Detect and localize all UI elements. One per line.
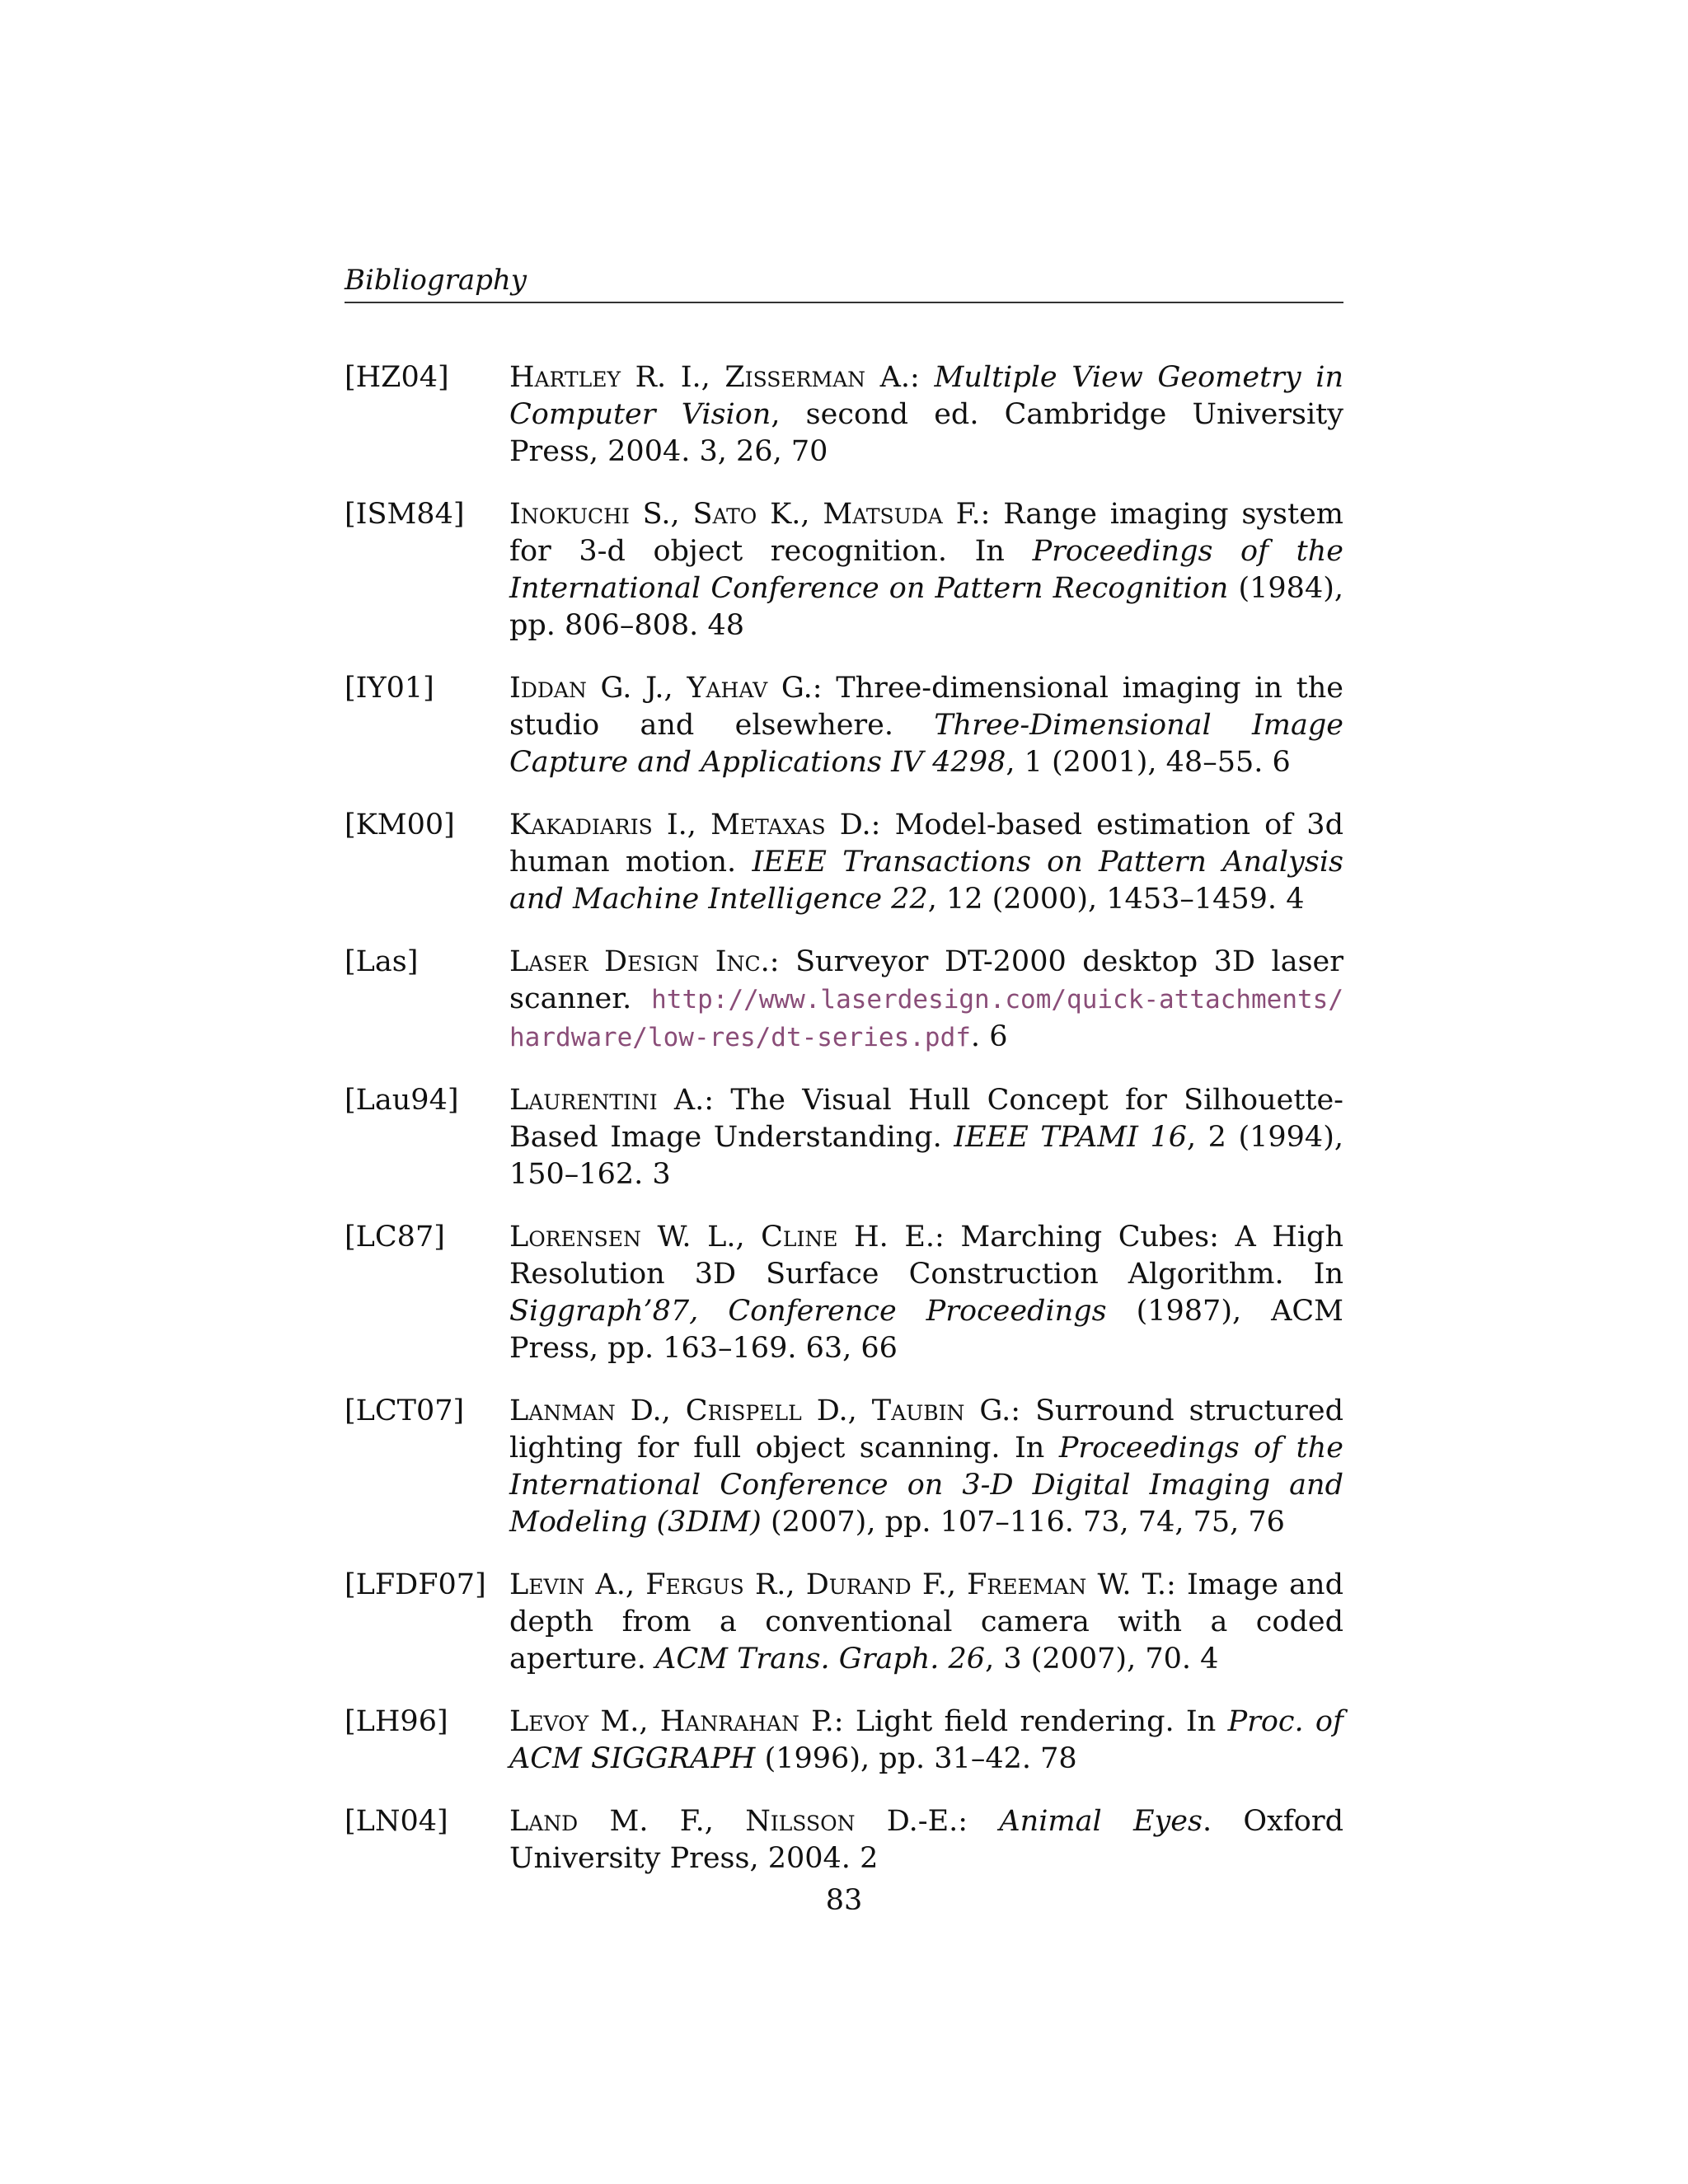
reference-url-link[interactable]: http://www.laserdesign.com/quick-attachments/hardware/low-res/dt-series.pdf bbox=[509, 985, 1343, 1052]
citation-key: [KM00] bbox=[345, 808, 455, 841]
book-title: Multiple View Geometry in Computer Vision bbox=[509, 361, 1343, 431]
venue: Proc. of ACM SIGGRAPH bbox=[509, 1705, 1343, 1775]
authors: Lorensen W. L., Cline H. E.: bbox=[509, 1221, 945, 1254]
article-title: Model-based estimation of 3d human motion. bbox=[509, 808, 1343, 879]
cited-pages[interactable]: 4 bbox=[1286, 883, 1305, 916]
reference-text bbox=[509, 1393, 1343, 1541]
citation-key: [HZ04] bbox=[345, 361, 449, 394]
authors: Kakadiaris I., Metaxas D.: bbox=[509, 808, 881, 841]
publication-details: , 2 (1994), 150–162. bbox=[509, 1121, 1343, 1191]
article-title: Surround structured lighting for full object scanning. In bbox=[509, 1394, 1343, 1465]
reference-entry-ism84 bbox=[345, 496, 1343, 644]
authors: Iddan G. J., Yahav G.: bbox=[509, 672, 823, 705]
reference-entry-hz04 bbox=[345, 359, 1343, 471]
reference-entry-las bbox=[345, 944, 1343, 1057]
venue: ACM Trans. Graph. 26 bbox=[655, 1643, 986, 1675]
reference-text bbox=[509, 1082, 1343, 1193]
reference-text bbox=[509, 496, 1343, 644]
article-title: The Visual Hull Concept for Silhouette-Based Image Understanding. bbox=[509, 1084, 1343, 1154]
publication-details: , 12 (2000), 1453–1459. bbox=[927, 883, 1278, 916]
reference-list bbox=[345, 359, 1343, 1877]
cited-pages[interactable]: 73, 74, 75, 76 bbox=[1083, 1506, 1285, 1539]
cited-pages[interactable]: 4 bbox=[1200, 1643, 1219, 1675]
citation-key: [LH96] bbox=[345, 1705, 448, 1738]
reference-text bbox=[509, 1567, 1343, 1678]
authors: Hartley R. I., Zisserman A.: bbox=[509, 361, 920, 394]
citation-key: [LC87] bbox=[345, 1221, 445, 1254]
article-title: Three-dimensional imaging in the studio and elsewhere. bbox=[509, 672, 1343, 742]
cited-pages[interactable]: 63, 66 bbox=[805, 1332, 898, 1365]
article-title: Image and depth from a conventional camera with a coded aperture. bbox=[509, 1568, 1343, 1675]
article-title: Surveyor DT-2000 desktop 3D laser scanner. bbox=[509, 945, 1344, 1015]
citation-key: [IY01] bbox=[345, 672, 434, 705]
authors: Lanman D., Crispell D., Taubin G.: bbox=[509, 1394, 1021, 1427]
cited-pages[interactable]: 6 bbox=[989, 1020, 1008, 1053]
reference-text bbox=[509, 359, 1343, 471]
citation-key: [LN04] bbox=[345, 1805, 448, 1838]
citation-key: [LFDF07] bbox=[345, 1568, 486, 1601]
authors: Laser Design Inc.: bbox=[509, 945, 780, 978]
page-content bbox=[345, 262, 1343, 1903]
authors: Levoy M., Hanrahan P.: bbox=[509, 1705, 844, 1738]
citation-key: [Las] bbox=[345, 945, 419, 978]
cited-pages[interactable]: 78 bbox=[1040, 1742, 1077, 1775]
cited-pages[interactable]: 6 bbox=[1272, 746, 1291, 779]
publication-details: (1984), pp. 806–808. bbox=[509, 572, 1343, 642]
cited-pages[interactable]: 3, 26, 70 bbox=[699, 435, 828, 468]
reference-entry-lct07 bbox=[345, 1393, 1343, 1541]
reference-entry-ln04 bbox=[345, 1803, 1343, 1877]
citation-key: [ISM84] bbox=[345, 498, 465, 531]
venue: Proceedings of the International Conference on Pattern Recognition bbox=[509, 535, 1343, 605]
reference-text bbox=[509, 1219, 1343, 1367]
publication-details: , 1 (2001), 48–55. bbox=[1006, 746, 1264, 779]
reference-entry-lfdf07 bbox=[345, 1567, 1343, 1678]
reference-text bbox=[509, 670, 1343, 781]
cited-pages[interactable]: 48 bbox=[707, 609, 744, 642]
reference-entry-iy01 bbox=[345, 670, 1343, 781]
reference-entry-km00 bbox=[345, 807, 1343, 918]
authors: Land M. F., Nilsson D.-E.: bbox=[509, 1805, 968, 1838]
cited-pages[interactable]: 3 bbox=[652, 1158, 671, 1191]
publication-details: . bbox=[970, 1020, 981, 1053]
reference-entry-lau94 bbox=[345, 1082, 1343, 1193]
reference-text bbox=[509, 944, 1343, 1057]
article-title: Range imaging system for 3-d object recognition. In bbox=[509, 498, 1343, 568]
venue: IEEE Transactions on Pattern Analysis and Machine Intelligence 22 bbox=[509, 846, 1343, 916]
article-title: Marching Cubes: A High Resolution 3D Surface Construction Algorithm. In bbox=[509, 1221, 1343, 1291]
venue: Proceedings of the International Conference on 3-D Digital Imaging and Modeling (3DIM) bbox=[509, 1432, 1343, 1539]
authors: Laurentini A.: bbox=[509, 1084, 715, 1117]
publication-details: . Oxford University Press, 2004. bbox=[509, 1805, 1343, 1875]
venue: IEEE TPAMI 16 bbox=[954, 1121, 1187, 1154]
publication-details: (1987), ACM Press, pp. 163–169. bbox=[509, 1295, 1343, 1365]
authors: Levin A., Fergus R., Durand F., Freeman W. T.: bbox=[509, 1568, 1176, 1601]
reference-text bbox=[509, 1704, 1343, 1778]
running-header: Bibliography bbox=[345, 262, 1343, 303]
publication-details: (2007), pp. 107–116. bbox=[770, 1506, 1074, 1539]
article-title: Light field rendering. In bbox=[855, 1705, 1217, 1738]
venue: Three-Dimensional Image Capture and Applications IV 4298 bbox=[509, 709, 1343, 779]
publication-details: , 3 (2007), 70. bbox=[985, 1643, 1192, 1675]
cited-pages[interactable]: 2 bbox=[860, 1842, 879, 1875]
publication-details: (1996), pp. 31–42. bbox=[764, 1742, 1031, 1775]
reference-entry-lh96 bbox=[345, 1704, 1343, 1778]
reference-entry-lc87 bbox=[345, 1219, 1343, 1367]
citation-key: [LCT07] bbox=[345, 1394, 465, 1427]
publication-details: , second ed. Cambridge University Press, 2004. bbox=[509, 398, 1344, 468]
reference-text bbox=[509, 807, 1343, 918]
citation-key: [Lau94] bbox=[345, 1084, 459, 1117]
page-number: 83 bbox=[825, 1884, 863, 1917]
authors: Inokuchi S., Sato K., Matsuda F.: bbox=[509, 498, 991, 531]
book-title: Animal Eyes bbox=[999, 1805, 1203, 1838]
venue: Siggraph’87, Conference Proceedings bbox=[509, 1295, 1107, 1328]
reference-text bbox=[509, 1803, 1343, 1877]
